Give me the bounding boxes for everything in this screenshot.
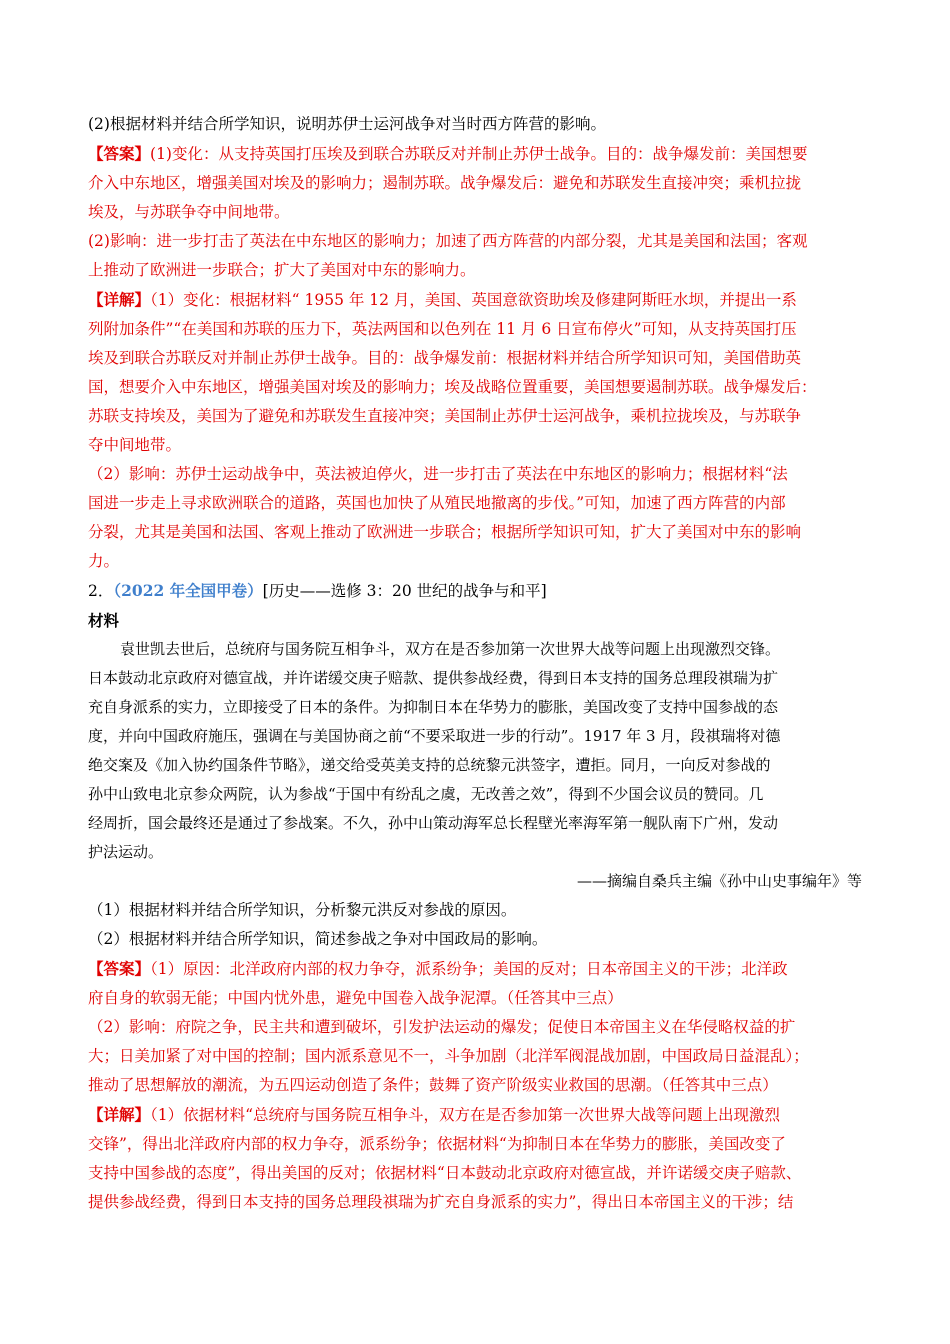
answer-1-line-2: 介入中东地区，增强美国对埃及的影响力；遏制苏联。战争爆发后：避免和苏联发生直接冲突；乘机拉拢	[88, 174, 802, 192]
answer-2-line-5: 推动了思想解放的潮流，为五四运动创造了条件；鼓舞了资产阶级实业救国的思潮。（任答其中三点）	[88, 1076, 778, 1094]
material-line-2: 日本鼓动北京政府对德宣战，并许诺缓交庚子赔款、提供参战经费，得到日本支持的国务总理段祺瑞为扩	[88, 669, 779, 687]
detail-1-line-5: 苏联支持埃及，美国为了避免和苏联发生直接冲突；美国制止苏伊士运河战争，乘机拉拢埃及，与苏联争	[88, 407, 802, 425]
answer-1-line-1: 【答案】(1)变化：从支持英国打压埃及到联合苏联反对并制止苏伊士战争。目的：战争爆发前：美国想要	[88, 144, 808, 163]
answer-label: 【答案】	[88, 144, 151, 163]
material-line-1: 袁世凯去世后，总统府与国务院互相争斗，双方在是否参加第一次世界大战等问题上出现激烈交锋。	[120, 640, 781, 658]
material-line-4: 度，并向中国政府施压，强调在与美国协商之前“不要采取进一步的行动”。1917 年 3 月，段祺瑞将对德	[88, 727, 781, 745]
material-line-5: 绝交案及《加入协约国条件节略》，递交给受英美支持的总统黎元洪签字，遭拒。同月，一向反对参战的	[88, 756, 771, 774]
detail-2-line-1: 【详解】（1）依据材料“总统府与国务院互相争斗，双方在是否参加第一次世界大战等问题上出现激烈	[88, 1105, 781, 1124]
question-2-topic: [历史——选修 3：20 世纪的战争与和平]	[262, 582, 547, 600]
material-line-8: 护法运动。	[88, 843, 164, 861]
detail-2-line-4: 提供参战经费，得到日本支持的国务总理段祺瑞为扩充自身派系的实力”，得出日本帝国主义的干涉；结	[88, 1193, 794, 1211]
material-line-3: 充自身派系的实力，立即接受了日本的条件。为抑制日本在华势力的膨胀，美国改变了支持中国参战的态	[88, 698, 779, 716]
material-label: 材料	[88, 611, 120, 630]
detail-label: 【详解】	[88, 290, 151, 309]
answer-2-line-4: 大；日美加紧了对中国的控制；国内派系意见不一，斗争加剧（北洋军阀混战加剧，中国政局日益混乱）；	[88, 1047, 809, 1065]
material-line-7: 经周折，国会最终还是通过了参战案。不久，孙中山策动海军总长程壁光率海军第一舰队南下广州，发动	[88, 814, 779, 832]
question-2-number: 2．	[88, 582, 114, 600]
detail-1-line-10: 力。	[88, 552, 120, 570]
answer-1-line-3: 埃及，与苏联争夺中间地带。	[88, 203, 290, 221]
detail-1-line-6: 夺中间地带。	[88, 436, 182, 454]
detail-1-line-1: 【详解】（1）变化：根据材料“ 1955 年 12 月，美国、英国意欲资助埃及修建阿斯旺水坝，并提出一系	[88, 290, 797, 309]
answer-1-line-4: (2)影响：进一步打击了英法在中东地区的影响力；加速了西方阵营的内部分裂，尤其是美国和法国；客观	[88, 232, 808, 250]
material-source: ——摘编自桑兵主编《孙中山史事编年》等	[576, 872, 862, 890]
question-2-part-1: （1）根据材料并结合所学知识，分析黎元洪反对参战的原因。	[88, 901, 517, 919]
detail-1-line-9: 分裂，尤其是美国和法国、客观上推动了欧洲进一步联合；根据所学知识可知，扩大了美国对中东的影响	[88, 523, 802, 541]
detail-2-line-2: 交锋”，得出北洋政府内部的权力争夺，派系纷争；依据材料“为抑制日本在华势力的膨胀，美国改变了	[88, 1135, 786, 1153]
question-2-source: （2022 年全国甲卷）	[113, 581, 263, 600]
detail-2-label: 【详解】	[88, 1105, 151, 1124]
detail-1-line-2: 列附加条件”“在美国和苏联的压力下，英法两国和以色列在 11 月 6 日宣布停火”可知，从支持英国打压	[88, 320, 797, 338]
question-2-part-2: （2）根据材料并结合所学知识，简述参战之争对中国政局的影响。	[88, 930, 548, 948]
answer-2-label: 【答案】	[88, 959, 151, 978]
question-2-header	[88, 576, 862, 606]
document-page	[88, 110, 862, 1217]
answer-1-line-5: 上推动了欧洲进一步联合；扩大了美国对中东的影响力。	[88, 261, 476, 279]
question-1-part-2: (2)根据材料并结合所学知识，说明苏伊士运河战争对当时西方阵营的影响。	[88, 115, 606, 133]
answer-2-line-2: 府自身的软弱无能；中国内忧外患，避免中国卷入战争泥潭。（任答其中三点）	[88, 989, 623, 1007]
detail-1-line-3: 埃及到联合苏联反对并制止苏伊士战争。目的：战争爆发前：根据材料并结合所学知识可知，美国借助英	[88, 349, 802, 367]
detail-1-line-4: 国，想要介入中东地区，增强美国对埃及的影响力；埃及战略位置重要，美国想要遏制苏联。战争爆发后：	[88, 378, 817, 396]
detail-2-line-3: 支持中国参战的态度”，得出美国的反对；依据材料“日本鼓动北京政府对德宣战，并许诺缓交庚子赔款、	[88, 1164, 802, 1182]
answer-2-line-1: 【答案】（1）原因：北洋政府内部的权力争夺，派系纷争；美国的反对；日本帝国主义的干涉；北洋政	[88, 959, 788, 978]
answer-2-line-3: （2）影响：府院之争，民主共和遭到破坏，引发护法运动的爆发；促使日本帝国主义在华侵略权益的扩	[88, 1018, 796, 1036]
detail-1-line-7: （2）影响：苏伊士运动战争中，英法被迫停火，进一步打击了英法在中东地区的影响力；根据材料“法	[88, 465, 788, 483]
detail-1-line-8: 国进一步走上寻求欧洲联合的道路，英国也加快了从殖民地撤离的步伐。”可知，加速了西方阵营的内部	[88, 494, 786, 512]
material-line-6: 孙中山致电北京参众两院，认为参战“于国中有纷乱之虞，无改善之效”，得到不少国会议员的赞同。几	[88, 785, 764, 803]
